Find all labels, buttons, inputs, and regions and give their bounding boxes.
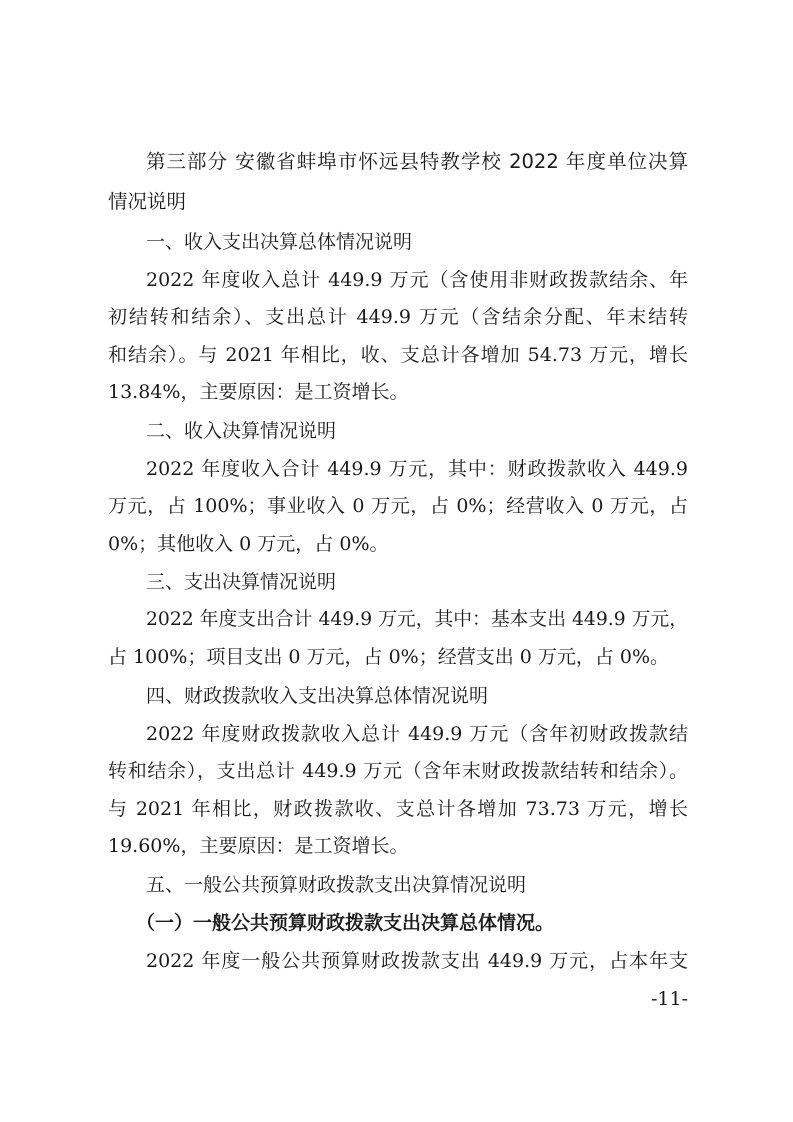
section-heading-2: 二、收入决算情况说明: [146, 420, 337, 442]
section-heading-4: 四、财政拨款收入支出决算总体情况说明: [146, 685, 489, 707]
paragraph-line: 占 100%；项目支出 0 万元，占 0%；经营支出 0 万元，占 0%。: [108, 646, 670, 668]
paragraph-line: 万元，占 100%；事业收入 0 万元，占 0%；经营收入 0 万元，占: [108, 495, 688, 517]
subsection-heading-5-1: （一）一般公共预算财政拨款支出决算总体情况。: [136, 912, 555, 934]
paragraph-line: 13.84%，主要原因：是工资增长。: [108, 381, 409, 403]
paragraph-line: 19.60%，主要原因：是工资增长。: [108, 835, 409, 857]
page-number: -11-: [650, 988, 688, 1010]
paragraph-line: 和结余）。与 2021 年相比，收、支总计各增加 54.73 万元，增长: [108, 344, 688, 366]
paragraph-line: 0%；其他收入 0 万元，占 0%。: [108, 533, 389, 555]
paragraph-line: 2022 年度财政拨款收入总计 449.9 万元（含年初财政拨款结: [146, 723, 688, 745]
section-heading-5: 五、一般公共预算财政拨款支出决算情况说明: [146, 874, 527, 896]
paragraph-line: 2022 年度收入合计 449.9 万元，其中：财政拨款收入 449.9: [146, 458, 688, 480]
paragraph-line: 2022 年度支出合计 449.9 万元，其中：基本支出 449.9 万元，: [146, 609, 688, 630]
paragraph-line: 2022 年度收入总计 449.9 万元（含使用非财政拨款结余、年: [146, 269, 688, 291]
paragraph-line: 初结转和结余）、支出总计 449.9 万元（含结余分配、年末结转: [108, 306, 688, 328]
document-title-line-1: 第三部分 安徽省蚌埠市怀远县特教学校 2022 年度单位决算: [146, 150, 688, 173]
section-heading-1: 一、收入支出决算总体情况说明: [146, 231, 413, 253]
paragraph-line: 转和结余），支出总计 449.9 万元（含年末财政拨款结转和结余）。: [108, 760, 688, 782]
document-title-line-2: 情况说明: [108, 190, 187, 213]
paragraph-line: 2022 年度一般公共预算财政拨款支出 449.9 万元，占本年支: [146, 950, 688, 972]
section-heading-3: 三、支出决算情况说明: [146, 571, 337, 593]
paragraph-line: 与 2021 年相比，财政拨款收、支总计各增加 73.73 万元，增长: [108, 798, 688, 820]
